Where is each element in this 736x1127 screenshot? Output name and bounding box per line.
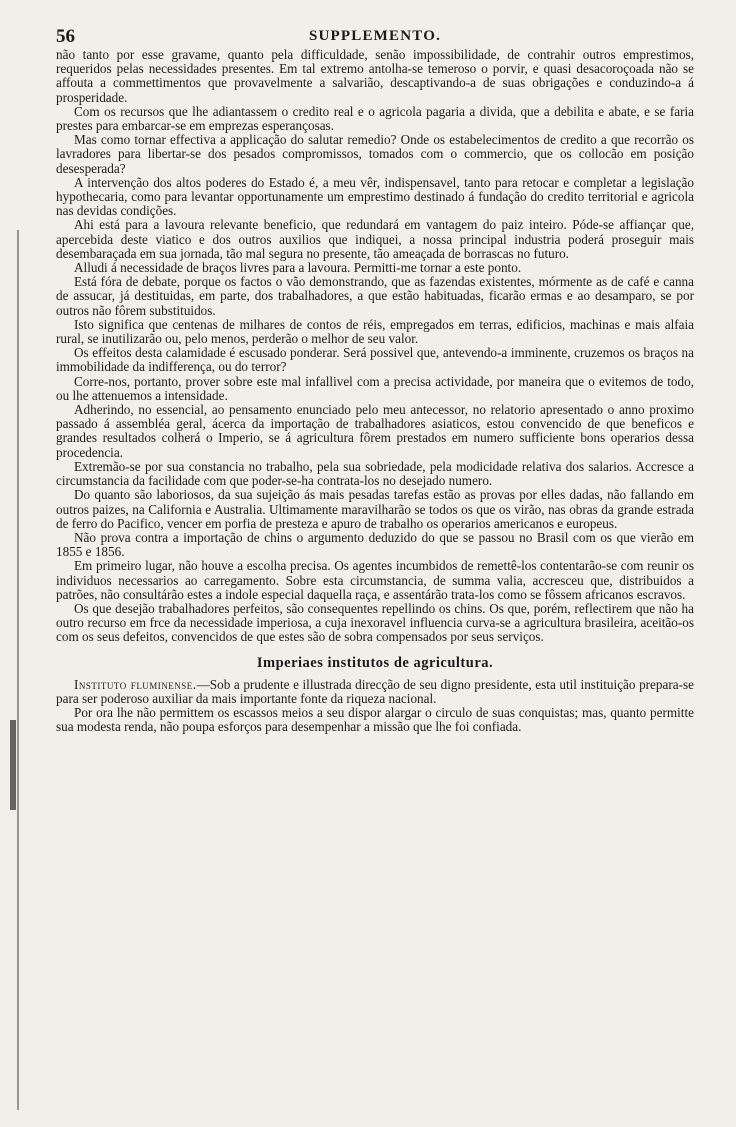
- paragraph: Em primeiro lugar, não houve a escolha precisa. Os agentes incumbidos de remettê-los contentarão-se com reunir os individuos necessarios ao carregamento. Sobre esta circumstancia, de summa valia, accresceu que, distribuidos a patrões, não consultárão estes a indole especial daquella raça, e assentárão trata-los como se fôssem africanos escravos.: [56, 558, 694, 602]
- paragraph: Com os recursos que lhe adiantassem o credito real e o agricola pagaria a divida, que a debilita e abate, e se faria prestes para embarcar-se em emprezas esperançosas.: [56, 103, 694, 134]
- paragraph: Não prova contra a importação de chins o argumento deduzido do que se passou no Brasil com os que vierão em 1855 e 1856.: [56, 529, 694, 560]
- page-number: 56: [56, 26, 75, 47]
- paragraph: Do quanto são laboriosos, da sua sujeição ás mais pesadas tarefas estão as provas por elles dadas, não fallando em outros paizes, na California e Australia. Ultimamente maravilharão se todos os que os virão, nas obras da grande estrada de ferro do Pacifico, vencer em porfia de presteza e apuro de trabalho os operarios americanos e europeus.: [56, 487, 694, 531]
- paragraph: Ahi está para a lavoura relevante beneficio, que redundará em vantagem do paiz inteiro. Póde-se affiançar que, apercebida deste viatico e dos outros auxilios que indiquei, a nossa principal industria poderá proseguir mais desembaraçada em sua jornada, tão mal segura no presente, tão ameaçada de borrascas no futuro.: [56, 217, 694, 261]
- body-text: [56, 48, 694, 734]
- paragraph: Corre-nos, portanto, prover sobre este mal infallivel com a precisa actividade, por maneira que o evitemos de todo, ou lhe attenuemos a intensidade.: [56, 373, 694, 403]
- paragraph: A intervenção dos altos poderes do Estado é, a meu vêr, indispensavel, tanto para retocar e completar a legislação hypothecaria, como para levantar opportunamente um emprestimo destinado á fundação do credito territorial e agricola nas devidas condições.: [56, 174, 694, 219]
- section-paragraph: Por ora lhe não permittem os escassos meios a seu dispor alargar o circulo de suas conquistas; mas, quanto permitte sua modesta renda, não poupa esforços para desempenhar a missão que lhe foi confiada.: [56, 704, 694, 735]
- margin-ink-mark: [10, 720, 16, 810]
- page-header: [56, 22, 694, 48]
- binding-edge-rule: [17, 230, 19, 1110]
- section-paragraph: [56, 678, 694, 706]
- section-heading: Imperiaes institutos de agricultura.: [256, 654, 494, 671]
- paragraph: Os effeitos desta calamidade é escusado ponderar. Será possivel que, antevendo-a imminente, cruzemos os braços na immobilidade da indifferença, ou do terror?: [56, 345, 694, 375]
- paragraph: Isto significa que centenas de milhares de contos de réis, empregados em terras, edificios, machinas e mais alfaia rural, se inutilizarão ou, pelo menos, perderão o melhor de seu valor.: [56, 316, 694, 347]
- institute-lead-in: Instituto fluminense.: [74, 676, 197, 692]
- document-page: [56, 22, 694, 734]
- paragraph: Mas como tornar effectiva a applicação do salutar remedio? Onde os estabelecimentos de credito a que recorrão os lavradores para libertar-se dos pesados compromissos, tomados com o commercio, que os collocão em posição desesperada?: [56, 132, 694, 176]
- paragraph: Adherindo, no essencial, ao pensamento enunciado pelo meu antecessor, no relatorio apresentado o anno proximo passado á assembléa geral, ácerca da importação de trabalhadores asiaticos, estou convencido de que beneficos e grandes resultados colherá o Imperio, se á agricultura fôrem prestados em numero sufficiente bons operarios dessa procedencia.: [56, 402, 694, 460]
- paragraph: Os que desejão trabalhadores perfeitos, são consequentes repellindo os chins. Os que, porém, reflectirem que não ha outro recurso em frce da necessidade imperiosa, a cuja inexoravel influencia curva-se a agricultura brasileira, aceitão-os com os seus defeitos, convencidos de que estes são de sobra compensados por seus serviços.: [56, 600, 694, 645]
- paragraph: Alludi á necessidade de braços livres para a lavoura. Permitti-me tornar a este ponto.: [74, 260, 522, 276]
- paragraph: Extremão-se por sua constancia no trabalho, pela sua sobriedade, pela modicidade relativa dos salarios. Accresce a circumstancia da facilidade com que poder-se-ha contrata-los no desejado numero.: [56, 458, 694, 489]
- section-paragraph-text: —Sob a prudente e illustrada direcção de seu digno presidente, esta util instituição prepara-se para ser poderoso auxiliar da mais importante fonte da riqueza nacional.: [56, 676, 694, 706]
- paragraph: Está fóra de debate, porque os factos o vão demonstrando, que as fazendas existentes, mórmente as de café e canna de assucar, já destituidas, em parte, dos trabalhadores, a que estão habituadas, ficarão ermas e ao desamparo, se por outros não fôrem substituidos.: [56, 274, 694, 318]
- running-head: SUPPLEMENTO.: [308, 28, 442, 44]
- paragraph: não tanto por esse gravame, quanto pela difficuldade, senão impossibilidade, de contrahir outros emprestimos, requeridos pelas necessidades presentes. Em tal extremo antolha-se temeroso o porvir, e quasi desacoroçoada não se affouta a commettimentos que provavelmente a salvarião, descaptivando-a de suas obrigações e conduzindo-a á prosperidade.: [56, 47, 694, 105]
